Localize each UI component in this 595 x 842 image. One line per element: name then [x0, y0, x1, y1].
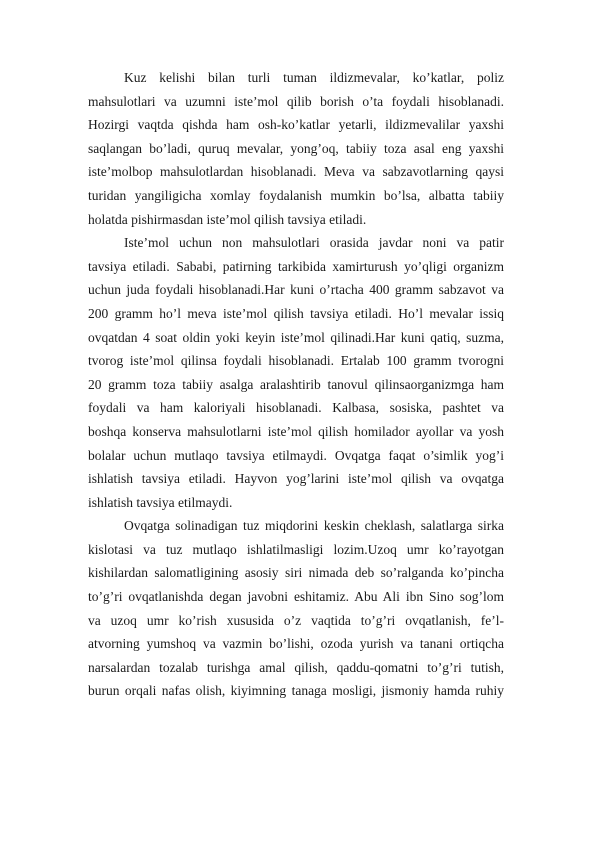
text-line: ishlatish tavsiya etilmaydi.	[88, 494, 233, 510]
paragraph-3	[88, 514, 504, 703]
paragraph-2	[88, 231, 504, 514]
text-line: Kuz kelishi bilan turli tuman ildizmevalar, ko’katlar, poliz	[124, 70, 504, 85]
paragraph-1	[88, 66, 504, 231]
text-line: tvorog iste’mol qilinsa foydali hisoblanadi. Ertalab 100 gramm tvorogni	[88, 353, 504, 369]
text-line: Hozirgi vaqtda qishda ham osh-ko’katlar yetarli, ildizmevalilar yaxshi	[88, 117, 504, 133]
text-line: saqlangan bo’ladi, quruq mevalar, yong’oq, tabiiy toza asal eng yaxshi	[88, 140, 504, 156]
text-line: bolalar uchun mutlaqo tavsiya etilmaydi. Ovqatga faqat o’simlik yog’i	[88, 447, 504, 463]
text-line: boshqa konserva mahsulotlarni iste’mol qilish homilador ayollar va yosh	[88, 423, 504, 439]
text-line: to’g’ri ovqatlanishda degan javobni eshitamiz. Abu Ali ibn Sino sog’lom	[88, 589, 504, 605]
text-line: tavsiya etiladi. Sababi, patirning tarkibida xamirturush yo’qligi organizm	[88, 258, 504, 274]
text-line: iste’molbop mahsulotlardan hisoblanadi. Meva va sabzavotlarning qaysi	[88, 164, 504, 180]
text-line: narsalardan tozalab turishga amal qilish, qaddu-qomatni to’g’ri tutish,	[88, 659, 504, 675]
text-line: 200 gramm ho’l meva iste’mol qilish tavsiya etiladi. Ho’l mevalar issiq	[88, 305, 504, 321]
text-line: uchun juda foydali hisoblanadi.Har kuni o’rtacha 400 gramm sabzavot va	[88, 282, 504, 298]
text-line: atvorning yumshoq va vazmin bo’lishi, ozoda yurish va tanani ortiqcha	[88, 636, 504, 652]
text-line: kishilardan salomatligining asosiy siri nimada deb so’ralganda ko’pincha	[88, 565, 504, 581]
text-line: turidan yangiligicha xomlay foydalanish mumkin bo’lsa, albatta tabiiy	[88, 187, 504, 203]
text-line: Ovqatga solinadigan tuz miqdorini keskin cheklash, salatlarga sirka	[124, 518, 504, 534]
text-line: kislotasi va tuz mutlaqo ishlatilmasligi lozim.Uzoq umr ko’rayotgan	[88, 541, 504, 557]
text-line: 20 gramm toza tabiiy asalga aralashtirib tanovul qilinsaorganizmga ham	[88, 376, 504, 392]
text-line: foydali va ham kaloriyali hisoblanadi. Kalbasa, sosiska, pashtet va	[88, 400, 504, 416]
text-line: va uzoq umr ko’rish xususida o’z vaqtida to’g’ri ovqatlanish, fe’l-	[88, 612, 504, 628]
text-line: holatda pishirmasdan iste’mol qilish tavsiya etiladi.	[88, 211, 367, 227]
text-line: ovqatdan 4 soat oldin yoki keyin iste’mol qilinadi.Har kuni qatiq, suzma,	[88, 329, 504, 345]
text-line: Iste’mol uchun non mahsulotlari orasida javdar noni va patir	[124, 235, 504, 251]
text-line: mahsulotlari va uzumni iste’mol qilib borish o’ta foydali hisoblanadi.	[88, 93, 504, 109]
text-line: burun orqali nafas olish, kiyimning tanaga mosligi, jismoniy hamda ruhiy	[88, 683, 504, 699]
text-line: ishlatish tavsiya etiladi. Hayvon yog’larini iste’mol qilish va ovqatga	[88, 471, 504, 487]
document-body	[88, 66, 504, 703]
